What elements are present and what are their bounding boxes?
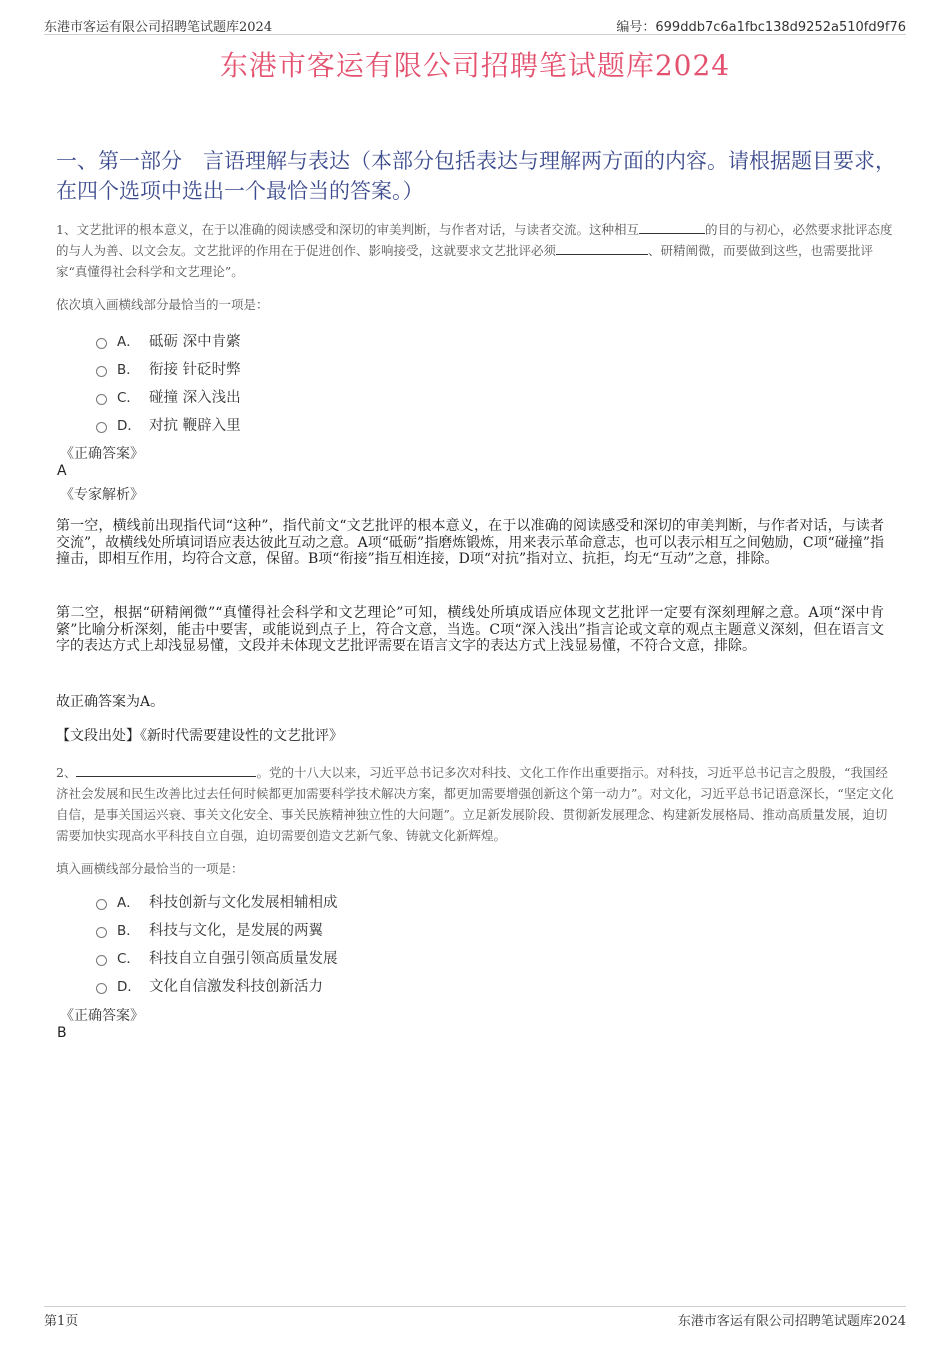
option-c[interactable]: C． 科技自立自强引领高质量发展 xyxy=(96,943,796,971)
option-d[interactable]: D． 对抗 鞭辟入里 xyxy=(96,410,796,438)
option-c[interactable]: C． 碰撞 深入浅出 xyxy=(96,382,796,410)
section-heading: 一、第一部分 言语理解与表达（本部分包括表达与理解两方面的内容。请根据题目要求，在四个选项中选出一个最恰当的答案。） xyxy=(56,149,896,203)
page-header xyxy=(44,14,906,35)
radio-icon[interactable] xyxy=(96,927,107,938)
radio-icon[interactable] xyxy=(96,338,107,349)
option-a[interactable]: A． 科技创新与文化发展相辅相成 xyxy=(96,887,796,915)
answer-label: 《正确答案》 xyxy=(60,1008,144,1024)
analysis-label: 《专家解析》 xyxy=(60,487,144,503)
radio-icon[interactable] xyxy=(96,955,107,966)
question-2-text: 2、 。党的十八大以来，习近平总书记多次对科技、文化工作作出重要指示。对科技，习近平总书记言之殷殷，“我国经济社会发展和民生改善比过去任何时候都更加需要科学技术解决方案，都更加需要增强创新这个第一动力”。对文化，习近平总书记语意深长，“坚定文化自信，是事关国运兴衰、事关文化安全、事关民族精神独立性的大问题”。立足新发展阶段、贯彻新发展理念、构建新发展格局、推动高质量发展，迫切需要加快实现高水平科技自立自强，迫切需要创造文艺新气象、铸就文化新辉煌。 xyxy=(56,765,894,843)
blank-1 xyxy=(639,221,705,234)
option-b[interactable]: B． 衔接 针砭时弊 xyxy=(96,354,796,382)
question-2-options xyxy=(96,887,796,999)
answer-value: A xyxy=(57,463,67,479)
radio-icon[interactable] xyxy=(96,394,107,405)
answer-label: 《正确答案》 xyxy=(60,446,144,462)
page-number: 第1页 xyxy=(44,1314,79,1329)
source-note: 【文段出处】《新时代需要建设性的文艺批评》 xyxy=(56,728,343,744)
option-a[interactable]: A． 砥砺 深中肯綮 xyxy=(96,326,796,354)
question-1-options xyxy=(96,326,796,438)
radio-icon[interactable] xyxy=(96,899,107,910)
page-footer xyxy=(44,1306,906,1327)
header-title: 东港市客运有限公司招聘笔试题库2024 xyxy=(44,20,273,35)
header-code: 编号：699ddb7c6a1fbc138d9252a510fd9f76 xyxy=(616,20,906,35)
blank-3 xyxy=(76,764,256,777)
option-d[interactable]: D． 文化自信激发科技创新活力 xyxy=(96,971,796,999)
radio-icon[interactable] xyxy=(96,422,107,433)
analysis-conclusion: 故正确答案为A。 xyxy=(56,694,165,710)
blank-2 xyxy=(556,242,648,255)
question-1-prompt: 依次填入画横线部分最恰当的一项是： xyxy=(56,297,269,312)
radio-icon[interactable] xyxy=(96,983,107,994)
analysis-paragraph-2: 第二空，根据“研精阐微”“真懂得社会科学和文艺理论”可知，横线处所填成语应体现文艺批评一定要有深刻理解之意。A项“深中肯綮”比喻分析深刻，能击中要害，或能说到点子上，符合文意，当选。C项“深入浅出”指言论或文章的观点主题意义深刻，但在语言文字的表达方式上却浅显易懂，文段并未体现文艺批评需要在语言文字的表达方式上浅显易懂，不符合文意，排除。 xyxy=(56,605,884,654)
footer-title: 东港市客运有限公司招聘笔试题库2024 xyxy=(677,1314,906,1329)
radio-icon[interactable] xyxy=(96,366,107,377)
question-2-prompt: 填入画横线部分最恰当的一项是： xyxy=(56,861,244,876)
option-b[interactable]: B． 科技与文化，是发展的两翼 xyxy=(96,915,796,943)
document-title: 东港市客运有限公司招聘笔试题库2024 xyxy=(219,49,731,82)
analysis-paragraph-1: 第一空，横线前出现指代词“这种”，指代前文“文艺批评的根本意义，在于以准确的阅读感受和深切的审美判断，与作者对话，与读者交流”，故横线处所填词语应表达彼此互动之意。A项“砥砺”指磨炼锻炼，用来表示革命意志，也可以表示相互之间勉励，C项“碰撞”指撞击，即相互作用，均符合文意，保留。B项“衔接”指互相连接，D项“对抗”指对立、抗拒，均无“互动”之意，排除。 xyxy=(56,518,884,567)
question-1-text: 1、文艺批评的根本意义，在于以准确的阅读感受和深切的审美判断，与作者对话，与读者交流。这种相互 的目的与初心，必然要求批评态度的与人为善、以文会友。文艺批评的作用在于促进创作、影响接受，这就要求文艺批评必须 、研精阐微，而要做到这些，也需要批评家“真懂得社会科学和文艺理论”。 xyxy=(56,222,893,279)
answer-value: B xyxy=(57,1025,67,1041)
